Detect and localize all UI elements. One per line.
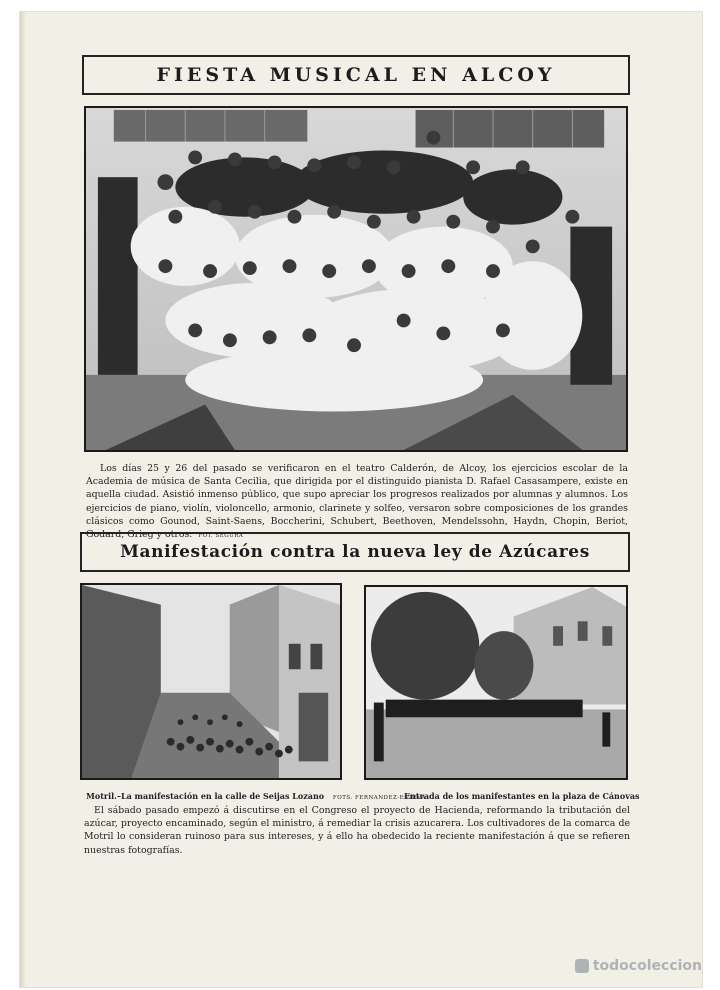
article-title-2: Manifestación contra la nueva ley de Azúcares (120, 542, 590, 562)
photo-credit-2: FOTS. FERNANDEZ-ESTEVA (332, 795, 426, 801)
plaza-photo (364, 585, 628, 780)
article-body-2 (84, 804, 630, 857)
page-edge (20, 12, 26, 987)
caption-left (86, 791, 426, 801)
watermark-logo-icon (575, 959, 589, 973)
caption-right (404, 791, 640, 801)
group-photo (84, 106, 628, 452)
article-title-box (82, 55, 630, 95)
caption-left-text: Motril.–La manifestación en la calle de Seijas Lozano (86, 791, 325, 801)
watermark (575, 958, 702, 974)
article-body-2-text: El sábado pasado empezó á discutirse en el Congreso el proyecto de Hacienda, reformando la tributación del azúcar, proyecto encaminado, según el ministro, á remediar la crisis azucarera. Los cultivadores de la comarca de Motril lo consideran ruinoso para sus intereses, y á ello ha obedecido la reciente manifestación á que se refieren nuestras fotografías. (84, 805, 630, 856)
article-title: FIESTA MUSICAL EN ALCOY (156, 64, 556, 86)
street-photo (80, 583, 342, 780)
photo-credit: FOT. SEGURA (198, 533, 244, 540)
watermark-text: todocoleccion (592, 958, 702, 974)
article-title-box-2 (80, 532, 630, 572)
article-body-text: Los días 25 y 26 del pasado se verificaron en el teatro Calderón, de Alcoy, los ejercicios escolar de la Academia de música de Santa Cecilia, que dirigida por el distinguido pianista D. Rafael Casasampere, existe en aquella ciudad. Asistió inmenso público, que supo apreciar los progresos realizados por alumnas y alumnos. Los ejercicios de piano, violín, violoncello, armonio, clarinete y solfeo, versaron sobre composiciones de los grandes clásicos como Gounod, Saint-Saens, Boccherini, Schubert, Beethoven, Mendelssohn, Haydn, Chopin, Beriot, Godard, Grieg y otros. (86, 463, 628, 541)
caption-right-text: Entrada de los manifestantes en la plaza de Cánovas (404, 791, 640, 801)
